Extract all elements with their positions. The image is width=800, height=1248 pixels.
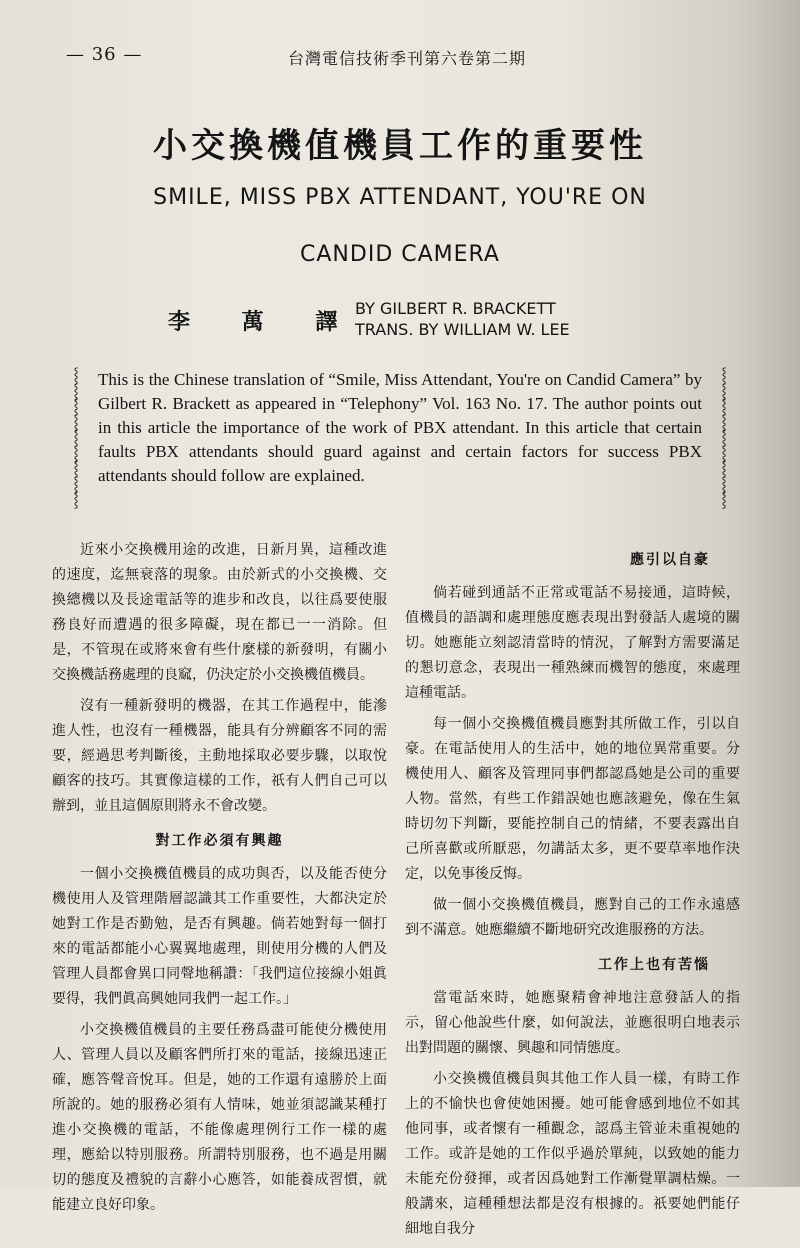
paragraph: 每一個小交換機值機員應對其所做工作，引以自豪。在電話使用人的生活中，她的地位異常重要。分機使用人、顧客及管理同事們都認爲她是公司的重要人物。當然，有些工作錯誤她也應該避免，像在生氣時切勿下判斷，要能控制自己的情緒，不要表露出自己所喜歡或所厭惡，勿講話太多，更不要草率地作決定，以免事後反悔。 xyxy=(405,716,740,882)
byline xyxy=(355,298,570,340)
paragraph: 近來小交換機用途的改進，日新月異，這種改進的速度，迄無衰落的現象。由於新式的小交換機、交換總機以及長途電話等的進步和改良，以往爲要使服務良好而遭遇的很多障礙，現在都已一一消除。但是，不管現在或將來會有些什麼樣的新發明，有關小交換機話務處理的良窳，仍決定於小交換機值機員。 xyxy=(52,542,387,683)
article-title-english-line1: SMILE, MISS PBX ATTENDANT, YOU'RE ON xyxy=(153,185,647,210)
paragraph: 一個小交換機值機員的成功與否，以及能否使分機使用人及管理階層認識其工作重要性，大都決定於她對工作是否勤勉，是否有興趣。倘若她對每一個打來的電話都能小心翼翼地處理，則使用分機的人們及管理人員都會異口同聲地稱讚：「我們這位接線小姐眞要得，我們眞高興她同我們一起工作。」 xyxy=(52,866,387,1007)
right-column xyxy=(405,538,740,1248)
abstract-text: This is the Chinese translation of “Smile, Miss Attendant, You're on Candid Camera” by Gilbert R. Brackett as appeared in “Telephony” Vol. 163 No. 17. The author points out in this article the importance of the work of PBX attendant. In this article that certain faults PBX attendants should guard against and certain factors for success PBX attendants should follow are explained. xyxy=(98,370,702,485)
article-title-english-line2: CANDID CAMERA xyxy=(300,242,500,267)
page-number: — 36 — xyxy=(66,44,143,65)
paragraph: 當電話來時，她應聚精會神地注意發話人的指示，留心他說些什麼，如何說法，並應很明白地表示出對問題的關懷、興趣和同情態度。 xyxy=(405,990,740,1056)
left-column xyxy=(52,538,387,1224)
left-brace-ornament: ⸾ ⸾ ⸾ ⸾ ⸾ ⸾ ⸾ ⸾ ⸾ xyxy=(73,366,79,508)
page-header xyxy=(60,44,740,74)
paragraph: 沒有一種新發明的機器，在其工作過程中，能滲進人性，也沒有一種機器，能具有分辨顧客不同的需要，經過思考判斷後，主動地採取必要步驟，以取悅顧客的技巧。其實像這樣的工作，祇有人們自己可以辦到，並且這個原則將永不會改變。 xyxy=(52,698,387,814)
article-title-chinese: 小交換機值機員工作的重要性 xyxy=(153,126,647,166)
journal-title: 台灣電信技術季刊第六卷第二期 xyxy=(288,49,527,68)
section-heading: 工作上也有苦惱 xyxy=(598,957,710,973)
author-line: BY GILBERT R. BRACKETT xyxy=(355,299,556,318)
translator-chinese: 李 萬 譯 xyxy=(168,309,360,335)
right-brace-ornament: ⸾ ⸾ ⸾ ⸾ ⸾ ⸾ ⸾ ⸾ ⸾ xyxy=(721,366,727,508)
section-heading: 對工作必須有興趣 xyxy=(155,833,284,849)
section-heading: 應引以自豪 xyxy=(630,552,710,568)
paragraph: 小交換機值機員與其他工作人員一樣，有時工作上的不愉快也會使她困擾。她可能會感到地位不如其他同事，或者懷有一種觀念，認爲主管並未重視她的工作。或許是她的工作似乎過於單純，以致她的能力未能充份發揮，或者因爲她對工作漸覺單調枯燥。一般講來，這種種想法都是沒有根據的。祇要她們能仔細地自我分 xyxy=(405,1071,740,1237)
paragraph: 做一個小交換機值機員，應對自己的工作永遠感到不滿意。她應繼續不斷地研究改進服務的方法。 xyxy=(405,897,740,938)
paragraph: 小交換機值機員的主要任務爲盡可能使分機使用人、管理人員以及顧客們所打來的電話，接線迅速正確，應答聲音悅耳。但是，她的工作還有遠勝於上面所說的。她的服務必須有人情味，她並須認識某種打進小交換機的電話，不能像處理例行工作一樣的處理，應給以特別服務。所謂特別服務，也不過是用關切的態度及禮貌的言辭小心應答，如能養成習慣，就能建立良好印象。 xyxy=(52,1022,387,1213)
translator-line: TRANS. BY WILLIAM W. LEE xyxy=(355,320,570,339)
paragraph: 倘若碰到通話不正常或電話不易接通，這時候，值機員的語調和處理態度應表現出對發話人處境的關切。她應能立刻認清當時的情況，了解對方需要滿足的懇切意念，表現出一種熟練而機智的態度，來處理這種電話。 xyxy=(405,585,740,701)
abstract-box xyxy=(70,368,730,508)
